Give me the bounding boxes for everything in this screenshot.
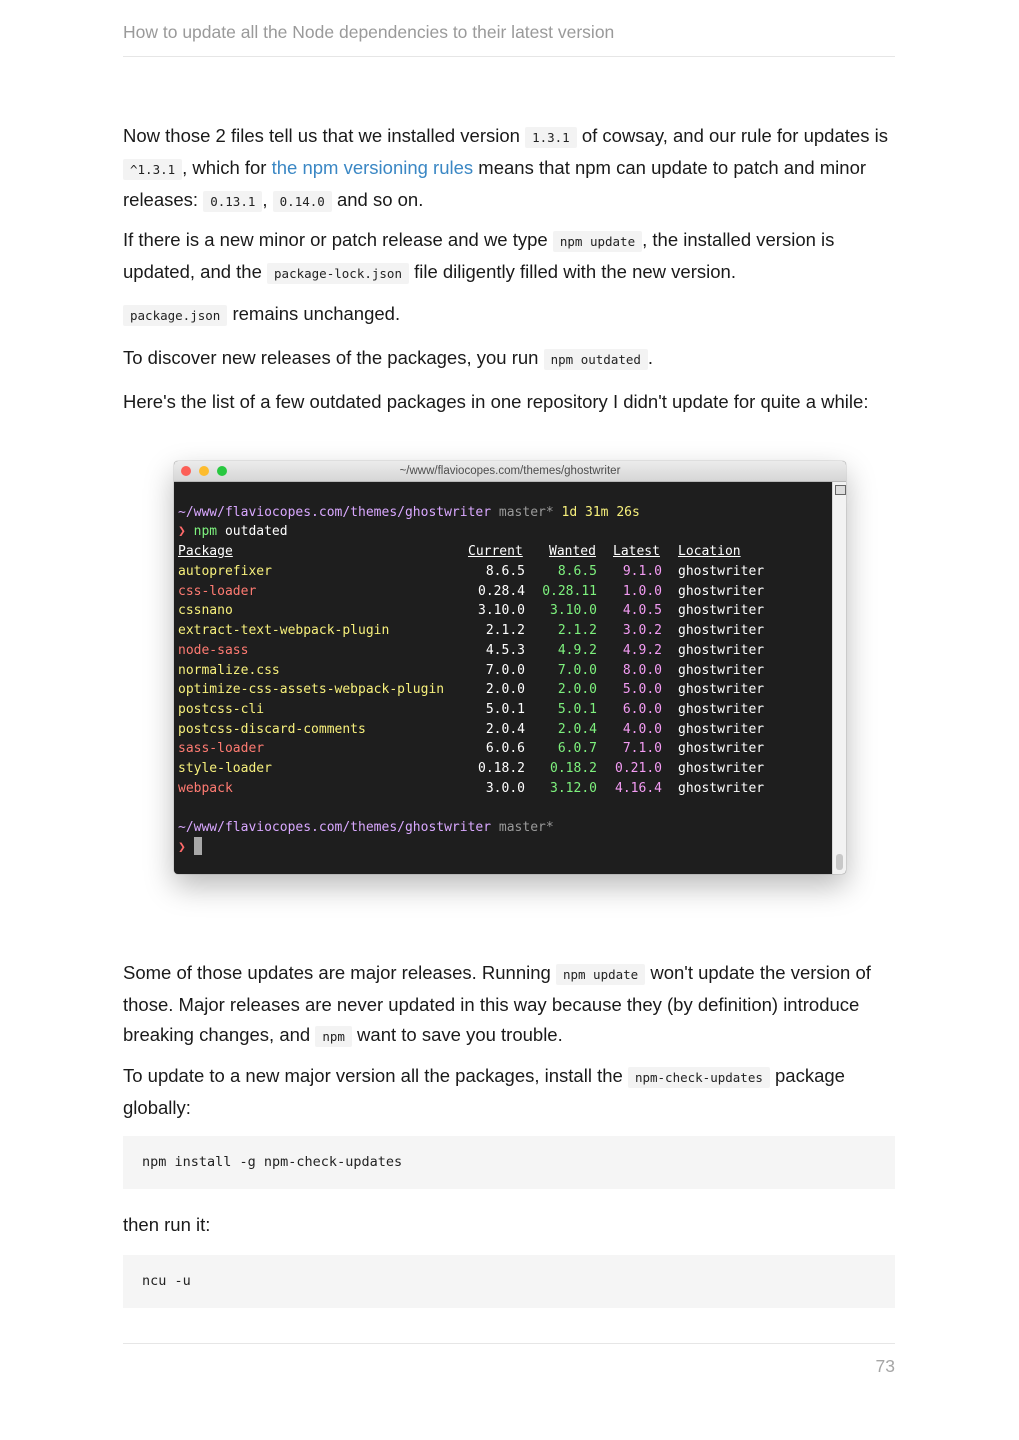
latest-version: 3.0.2	[622, 623, 662, 639]
paragraph-npm-update: If there is a new minor or patch release and we type npm update , the installed version is updated, and the package-lock.json file diligently filled with the new version.	[123, 229, 835, 282]
location: ghostwriter	[678, 603, 765, 619]
location: ghostwriter	[678, 701, 765, 717]
header-package: Package	[178, 544, 233, 559]
paragraph-run-it: then run it:	[123, 1214, 211, 1235]
wanted-version: 3.10.0	[550, 603, 597, 619]
command-timer: 1d 31m 26s	[561, 505, 640, 520]
code-block-install: npm install -g npm-check-updates	[123, 1136, 895, 1189]
header-wanted: Wanted	[549, 544, 596, 559]
package-name: postcss-cli	[178, 701, 265, 717]
latest-version: 5.0.0	[622, 682, 662, 698]
header-latest: Latest	[613, 544, 660, 559]
inline-code: npm-check-updates	[628, 1067, 770, 1088]
input-line[interactable]	[178, 837, 202, 857]
prompt-line-2	[178, 818, 554, 838]
latest-version: 9.1.0	[622, 564, 662, 579]
current-version: 7.0.0	[485, 662, 525, 678]
code-block-ncu: ncu -u	[123, 1255, 895, 1308]
git-branch: master*	[498, 820, 554, 835]
inline-code: npm update	[553, 231, 642, 252]
terminal-titlebar	[174, 461, 846, 482]
scroll-menu-icon[interactable]	[835, 485, 846, 495]
latest-version: 4.0.0	[622, 721, 662, 737]
inline-code: npm outdated	[544, 349, 648, 370]
wanted-version: 4.9.2	[557, 642, 597, 658]
wanted-version: 5.0.1	[557, 701, 597, 717]
page-number: 73	[875, 1356, 895, 1376]
latest-version: 8.0.0	[622, 662, 662, 678]
inline-code: 0.14.0	[273, 191, 332, 212]
latest-version: 1.0.0	[622, 583, 662, 599]
text-cursor	[194, 837, 202, 855]
location: ghostwriter	[678, 682, 765, 698]
wanted-version: 6.0.7	[557, 741, 597, 757]
location: ghostwriter	[678, 741, 765, 757]
package-name: css-loader	[178, 583, 257, 599]
terminal-scrollbar[interactable]	[832, 482, 846, 874]
latest-version: 4.0.5	[622, 603, 662, 619]
location: ghostwriter	[678, 583, 765, 599]
prompt-char: ❯	[178, 524, 186, 539]
wanted-version: 3.12.0	[550, 780, 597, 796]
current-version: 6.0.6	[485, 741, 525, 757]
current-version: 3.0.0	[485, 780, 525, 796]
package-name: sass-loader	[178, 741, 265, 757]
inline-code: package.json	[123, 305, 227, 326]
inline-code: ^1.3.1	[123, 159, 182, 180]
paragraph-npm-outdated: To discover new releases of the packages, you run npm outdated .	[123, 347, 654, 368]
paragraph-install-ncu: To update to a new major version all the packages, install the npm-check-updates package globally:	[123, 1065, 845, 1118]
latest-version: 6.0.0	[622, 701, 662, 717]
prompt-line	[178, 503, 640, 523]
current-version: 2.0.4	[485, 721, 525, 737]
footer-divider	[123, 1343, 895, 1344]
wanted-version: 0.28.11	[542, 583, 597, 599]
wanted-version: 7.0.0	[557, 662, 597, 678]
inline-code: 0.13.1	[203, 191, 262, 212]
package-name: postcss-discard-comments	[178, 721, 366, 737]
command-args: outdated	[224, 524, 288, 539]
current-version: 0.18.2	[478, 761, 525, 776]
paragraph-versions: Now those 2 files tell us that we installed version 1.3.1 of cowsay, and our rule for updates is ^1.3.1 , which for the npm versioning rules means that npm can update to patch and minor releases: 0.13.1 , 0.14.0 and so on.	[123, 125, 888, 210]
package-name: node-sass	[178, 642, 249, 658]
current-version: 2.0.0	[485, 682, 525, 698]
latest-version: 4.16.4	[615, 780, 662, 796]
npm-versioning-rules-link[interactable]: the npm versioning rules	[271, 157, 474, 178]
prompt-path: ~/www/flaviocopes.com/themes/ghostwriter	[178, 505, 492, 520]
inline-code: 1.3.1	[525, 127, 577, 148]
location: ghostwriter	[678, 564, 765, 579]
package-name: autoprefixer	[178, 564, 272, 579]
current-version: 8.6.5	[485, 564, 525, 579]
latest-version: 7.1.0	[622, 741, 662, 757]
terminal-title: ~/www/flaviocopes.com/themes/ghostwriter	[399, 465, 621, 477]
package-name: webpack	[178, 780, 233, 796]
inline-code: npm update	[556, 964, 645, 985]
location: ghostwriter	[678, 780, 765, 796]
current-version: 3.10.0	[478, 603, 525, 619]
location: ghostwriter	[678, 623, 765, 639]
wanted-version: 8.6.5	[557, 564, 597, 579]
wanted-version: 2.1.2	[557, 623, 597, 639]
latest-version: 0.21.0	[615, 761, 662, 776]
terminal-window	[174, 461, 846, 874]
paragraph-outdated-list: Here's the list of a few outdated packages in one repository I didn't update for quite a while:	[123, 391, 869, 412]
command-line	[178, 522, 288, 542]
prompt-char: ❯	[178, 840, 186, 855]
package-name: normalize.css	[178, 662, 280, 678]
current-version: 2.1.2	[485, 623, 525, 639]
running-header: How to update all the Node dependencies to their latest version	[123, 22, 895, 57]
package-name: extract-text-webpack-plugin	[178, 623, 390, 639]
inline-code: package-lock.json	[267, 263, 409, 284]
latest-version: 4.9.2	[622, 642, 662, 658]
package-name: optimize-css-assets-webpack-plugin	[178, 682, 445, 698]
location: ghostwriter	[678, 662, 765, 678]
paragraph-package-json: package.json remains unchanged.	[123, 299, 898, 331]
prompt-path: ~/www/flaviocopes.com/themes/ghostwriter	[178, 820, 492, 835]
location: ghostwriter	[678, 642, 765, 658]
wanted-version: 2.0.4	[557, 721, 597, 737]
command-npm: npm	[193, 524, 218, 539]
current-version: 0.28.4	[478, 583, 525, 599]
header-current: Current	[468, 544, 523, 559]
scroll-thumb[interactable]	[836, 854, 843, 870]
inline-code: npm	[315, 1026, 352, 1047]
location: ghostwriter	[678, 721, 765, 737]
wanted-version: 2.0.0	[557, 682, 597, 698]
current-version: 4.5.3	[485, 642, 525, 658]
package-name: cssnano	[178, 603, 233, 619]
paragraph-major-releases: Some of those updates are major releases. Running npm update won't update the version of those. Major releases are never updated in this way because they (by definition) introduce breaking changes, and npm want to save you trouble.	[123, 962, 871, 1045]
current-version: 5.0.1	[485, 701, 525, 717]
git-branch: master*	[498, 505, 554, 520]
header-location: Location	[678, 544, 741, 559]
package-name: style-loader	[178, 761, 272, 776]
location: ghostwriter	[678, 761, 765, 776]
wanted-version: 0.18.2	[550, 761, 597, 776]
